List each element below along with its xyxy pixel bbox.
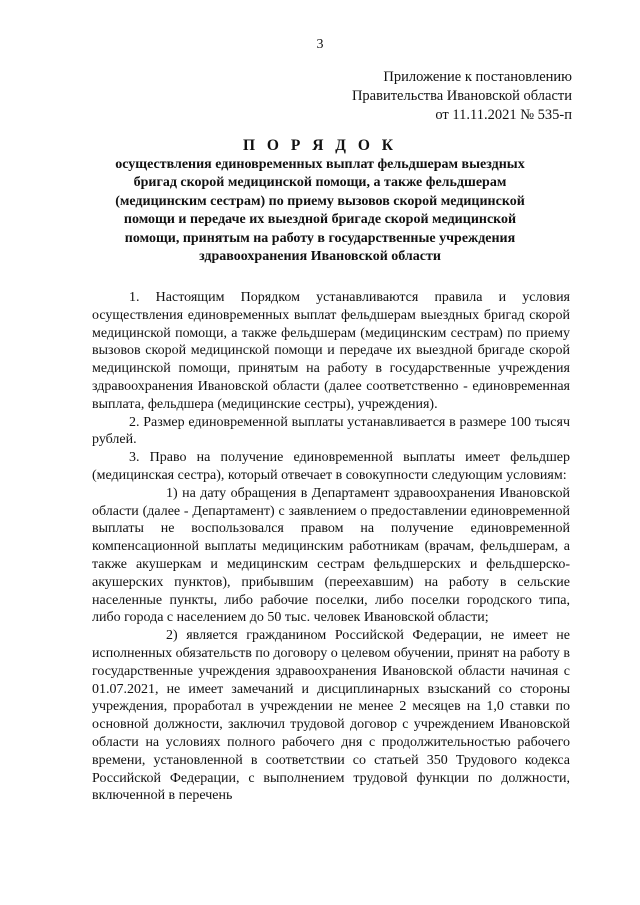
paragraph-2: 2. Размер единовременной выплаты устанавливается в размере 100 тысяч рублей. <box>92 414 570 448</box>
paragraph-1: 1. Настоящим Порядком устанавливаются правила и условия осуществления единовременных выплат фельдшерам выездных бригад скорой медицинской помощи, а также фельдшерам (медицинским сестрам) по приему вызовов скорой медицинской помощи и передаче их выездной бригаде скорой медицинской помощи, принятым на работу в государственные учреждения здравоохранения Ивановской области (далее соответственно - единовременная выплата, фельдшера (медицинские сестры), учреждения). <box>92 290 570 412</box>
approval-stamp-block <box>252 68 572 125</box>
list-item-1 <box>92 485 570 627</box>
document-subtitle: осуществления единовременных выплат фельдшерам выездных бригад скорой медицинской помощи, а также фельдшерам (медицинским сестрам) по приему вызовов скорой медицинской помощи и передаче их выездной бригаде скорой медицинской помощи, принятым на работу в государственные учреждения здравоохранения Ивановской области <box>115 157 525 265</box>
list-item-1-number: 1) <box>166 485 178 501</box>
list-item-2 <box>92 627 570 805</box>
page-number: 3 <box>316 37 324 52</box>
paragraph-3: 3. Право на получение единовременной выплаты имеет фельдшер (медицинская сестра), который отвечает в совокупности следующим условиям: <box>92 450 570 483</box>
document-title: П О Р Я Д О К <box>243 137 397 154</box>
approval-line-3: от 11.11.2021 № 535-п <box>435 107 572 123</box>
list-item-1-text: на дату обращения в Департамент здравоохранения Ивановской области (далее - Департамент) с заявлением о предоставлении единовременной выплаты не воспользовался правом на получение единовременной компенсационной выплаты медицинским работникам (врачам, фельдшерам, а также акушеркам и медицинским сестрам фельдшерских и фельдшерско-акушерских пунктов), прибывшим (переехавшим) на работу в сельские населенные пункты, либо рабочие поселки, либо поселки городского типа, либо города с населением до 50 тыс. человек Ивановской области; <box>92 485 570 626</box>
approval-line-2: Правительства Ивановской области <box>351 88 572 104</box>
approval-line-1: Приложение к постановлению <box>383 69 572 85</box>
list-item-2-text: является гражданином Российской Федерации, не имеет не исполненных обязательств по договору о целевом обучении, принят на работу в государственные учреждения здравоохранения Ивановской области начиная с 01.07.2021, не имеет замечаний и дисциплинарных взысканий со стороны учреждения, проработал в учреждении не менее 2 месяцев на 1,0 ставки по основной должности, заключил трудовой договор с учреждением Ивановской области на условиях полного рабочего дня с продолжительностью рабочего времени, установленной в соответствии со статьей 350 Трудового кодекса Российской Федерации, с выполнением трудовой функции по должности, включенной в перечень <box>92 628 571 804</box>
list-item-2-number: 2) <box>166 628 178 644</box>
document-body <box>92 289 570 805</box>
